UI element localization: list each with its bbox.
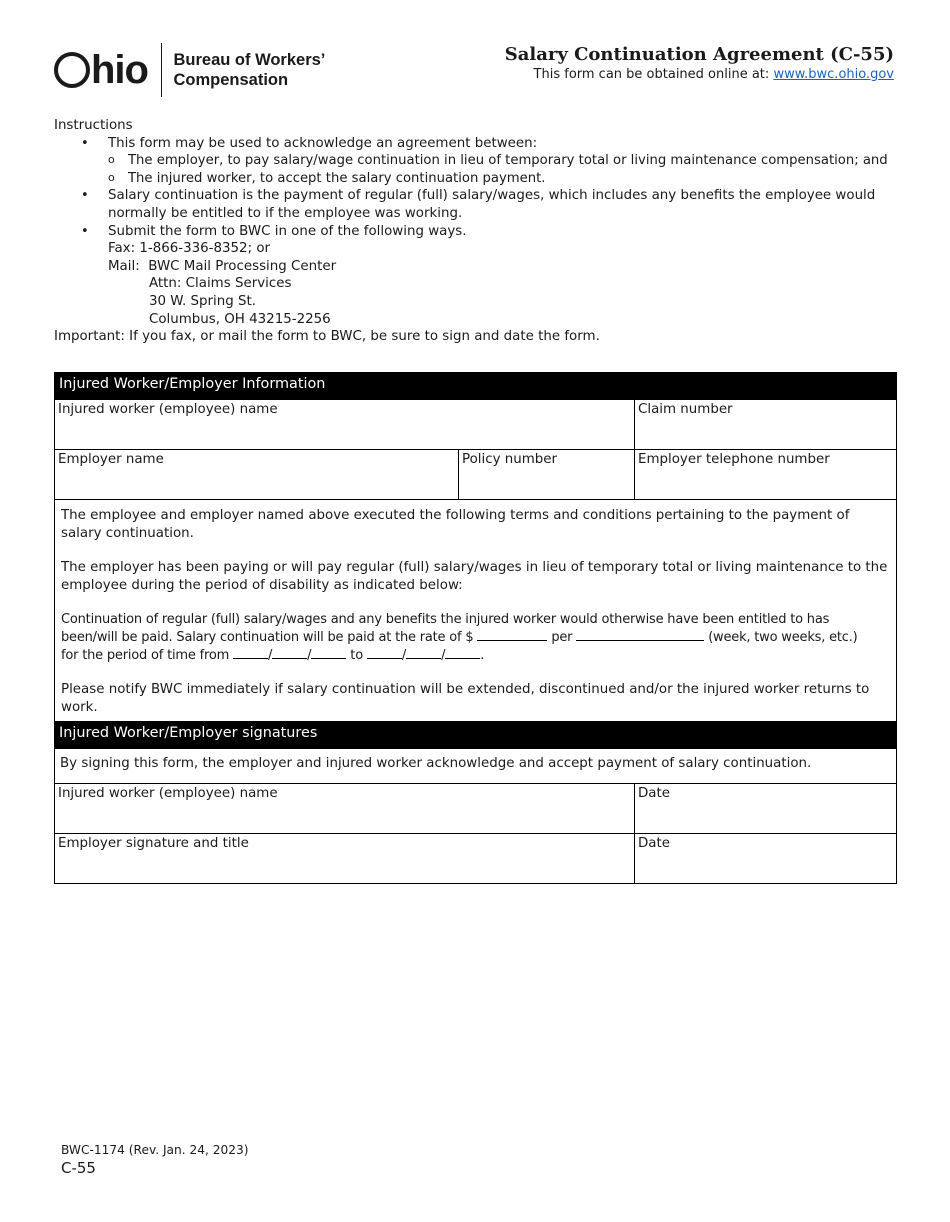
employer-name-field[interactable] — [55, 450, 459, 500]
instructions-heading: Instructions — [54, 118, 133, 133]
section-header-information: Injured Worker/Employer Information — [55, 373, 897, 400]
form-revision: BWC-1174 (Rev. Jan. 24, 2023) — [61, 1143, 249, 1157]
period-from-label: for the period of time from — [61, 648, 230, 663]
mail-address — [108, 258, 899, 328]
period-end: . — [480, 648, 485, 663]
policy-number-field[interactable] — [459, 450, 635, 500]
rate-amount-blank[interactable] — [477, 629, 547, 641]
employer-phone-field[interactable] — [635, 450, 897, 500]
form-table — [54, 372, 897, 884]
worker-name-field[interactable] — [55, 400, 635, 450]
claim-number-label: Claim number — [638, 402, 733, 417]
form-title: Salary Continuation Agreement (C-55) — [504, 44, 894, 65]
terms-text — [55, 500, 897, 722]
bwc-logo — [54, 42, 325, 98]
worker-name-label: Injured worker (employee) name — [58, 402, 278, 417]
ohio-wordmark — [54, 50, 148, 90]
section-header-signatures: Injured Worker/Employer signatures — [55, 722, 897, 749]
rate-period-blank[interactable] — [576, 629, 704, 641]
rate-period-hint: (week, two weeks, etc.) — [708, 630, 858, 645]
employer-signature-field[interactable] — [55, 834, 635, 884]
date-slash: / — [401, 648, 407, 663]
footer — [61, 1142, 249, 1178]
instruction-bullet-3: • Submit the form to BWC in one of the following ways. — [108, 223, 467, 239]
from-month-blank[interactable] — [233, 647, 268, 659]
worker-date-label: Date — [638, 786, 671, 801]
to-day-blank[interactable] — [406, 647, 441, 659]
list-item: o The employer, to pay salary/wage continuation in lieu of temporary total or living maintenance compensation; and — [128, 152, 899, 170]
signature-worker-name-field[interactable] — [55, 784, 635, 834]
notify-text: Please notify BWC immediately if salary continuation will be extended, discontinued and/or the injured worker returns to work. — [61, 682, 870, 715]
date-slash: / — [441, 648, 446, 663]
instructions — [54, 117, 899, 346]
instruction-bullet-1: This form may be used to acknowledge an agreement between: — [108, 135, 538, 151]
claim-number-field[interactable] — [635, 400, 897, 450]
online-note — [534, 67, 894, 82]
rate-line-2-start: been/will be paid. Salary continuation will be paid at the rate of $ — [61, 630, 474, 645]
mail-label: Mail: — [108, 258, 140, 274]
date-slash: / — [307, 648, 312, 663]
date-slash: / — [267, 648, 273, 663]
rate-paragraph — [61, 611, 890, 665]
rate-line-1: Continuation of regular (full) salary/wages and any benefits the injured worker would otherwise have been entitled to has — [61, 612, 830, 627]
instructions-list — [108, 135, 899, 329]
list-item — [108, 135, 899, 188]
mail-line-4: Columbus, OH 43215-2256 — [149, 311, 331, 327]
form-code: C-55 — [61, 1159, 96, 1177]
ohio-wordmark-letters: hio — [91, 48, 148, 92]
list-item — [108, 223, 899, 329]
mail-line-1: BWC Mail Processing Center — [148, 258, 337, 274]
worker-date-field[interactable] — [635, 784, 897, 834]
employer-date-field[interactable] — [635, 834, 897, 884]
logo-org-line2: Compensation — [173, 71, 289, 89]
to-year-blank[interactable] — [445, 647, 480, 659]
fax-number: Fax: 1-866-336-8352; or — [108, 241, 271, 257]
employer-phone-label: Employer telephone number — [638, 452, 830, 467]
logo-org-line1: Bureau of Workers’ — [173, 51, 326, 69]
employer-date-label: Date — [638, 836, 671, 851]
important-note: Important: If you fax, or mail the form to BWC, be sure to sign and date the form. — [54, 329, 600, 345]
employer-signature-label: Employer signature and title — [58, 836, 249, 851]
to-month-blank[interactable] — [367, 647, 402, 659]
list-item: o The injured worker, to accept the salary continuation payment. — [128, 170, 899, 188]
mail-line-2: Attn: Claims Services — [149, 276, 292, 292]
logo-org-name — [173, 50, 325, 90]
logo-divider — [161, 43, 163, 97]
rate-per-label: per — [551, 630, 573, 645]
terms-paying: The employer has been paying or will pay regular (full) salary/wages in lieu of temporary total or living maintenance to the employee during the period of disability as indicated below: — [61, 560, 888, 593]
from-year-blank[interactable] — [311, 647, 346, 659]
bwc-website-link[interactable]: www.bwc.ohio.gov — [773, 67, 894, 82]
agreement-sublist — [128, 152, 899, 187]
acknowledge-text: By signing this form, the employer and injured worker acknowledge and accept payment of salary continuation. — [55, 749, 897, 784]
employer-name-label: Employer name — [58, 452, 164, 467]
online-text: This form can be obtained online at: — [533, 67, 770, 82]
policy-number-label: Policy number — [462, 452, 558, 467]
signature-worker-name-label: Injured worker (employee) name — [58, 786, 278, 801]
list-item: • Salary continuation is the payment of regular (full) salary/wages, which includes any benefits the employee would normally be entitled to if the employee was working. — [108, 187, 899, 222]
from-day-blank[interactable] — [272, 647, 307, 659]
terms-intro: The employee and employer named above executed the following terms and conditions pertaining to the payment of salary continuation. — [61, 508, 850, 541]
mail-line-3: 30 W. Spring St. — [149, 293, 256, 309]
ohio-o-circle-icon — [54, 52, 90, 88]
period-to-label: to — [350, 648, 363, 663]
